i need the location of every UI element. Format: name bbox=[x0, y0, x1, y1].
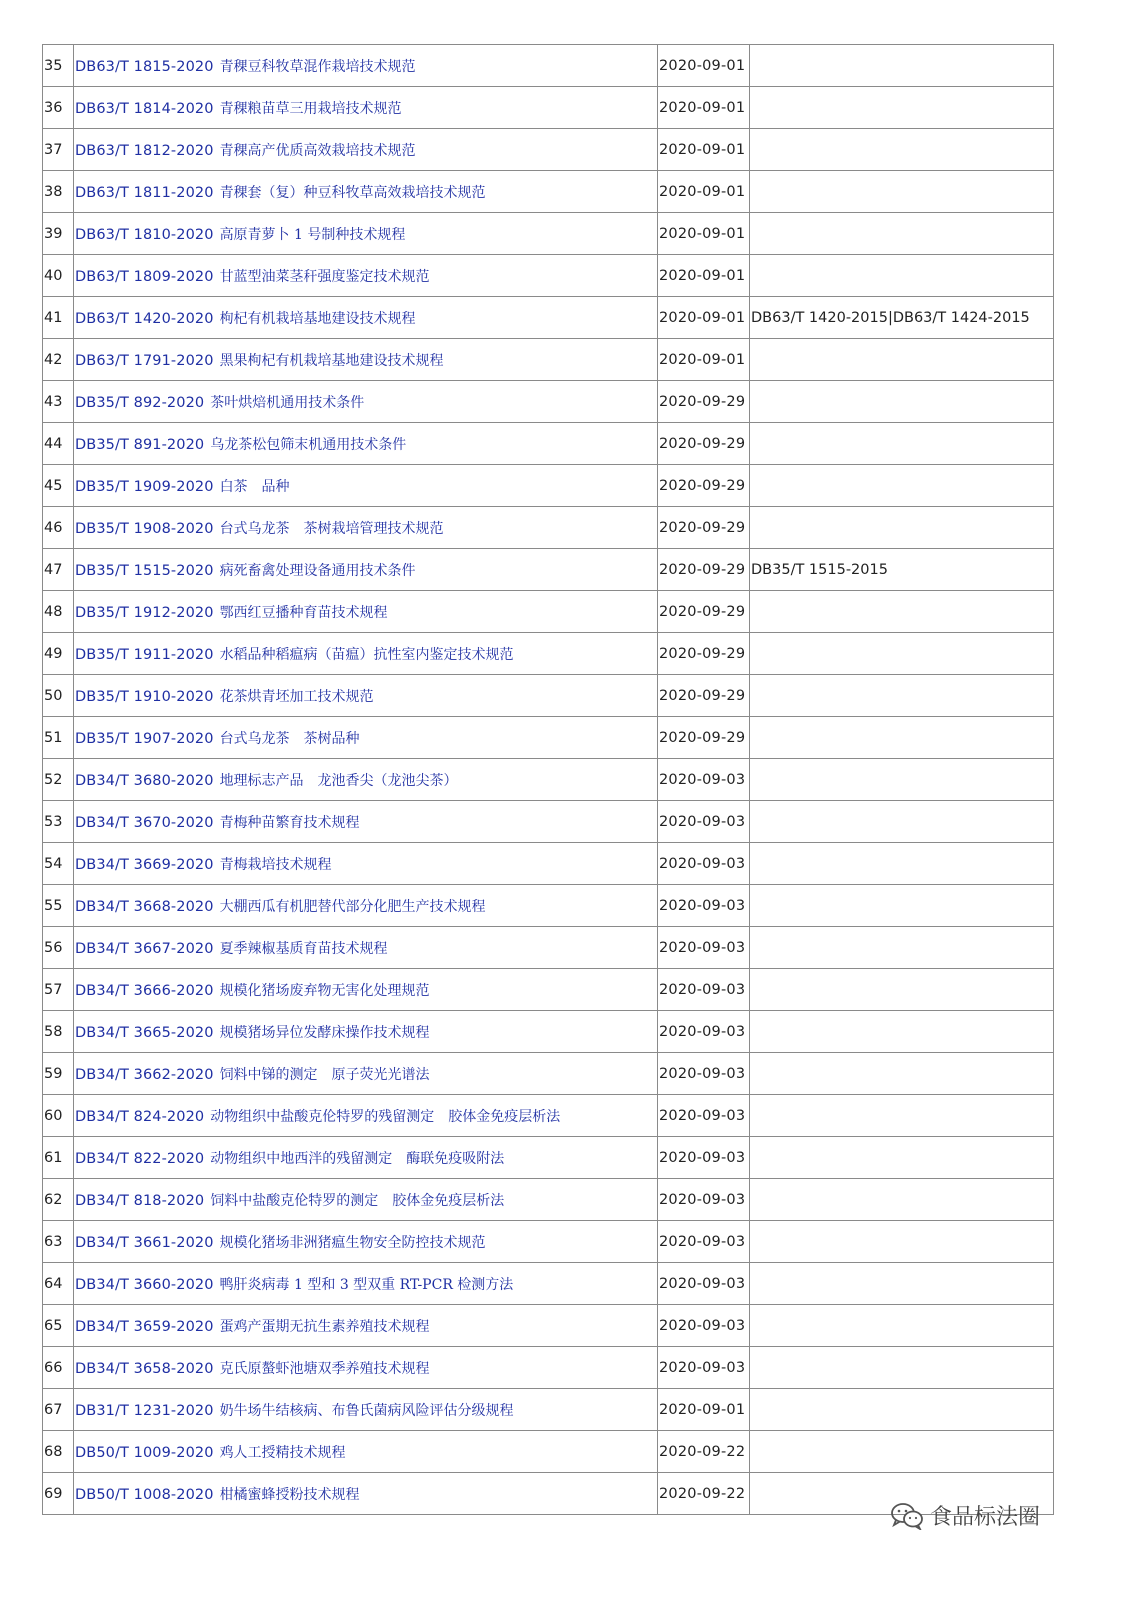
implementation-date: 2020-09-01 bbox=[658, 45, 750, 87]
standard-cell[interactable] bbox=[74, 1179, 658, 1221]
standard-title[interactable]: 地理标志产品 龙池香尖（龙池尖茶） bbox=[219, 772, 458, 789]
standard-title[interactable]: 鸡人工授精技术规程 bbox=[219, 1444, 346, 1461]
replaced-standard: DB63/T 1420-2015|DB63/T 1424-2015 bbox=[750, 297, 1054, 339]
implementation-date: 2020-09-29 bbox=[658, 675, 750, 717]
implementation-date: 2020-09-29 bbox=[658, 591, 750, 633]
standard-cell[interactable] bbox=[74, 927, 658, 969]
standard-title[interactable]: 柑橘蜜蜂授粉技术规程 bbox=[219, 1486, 360, 1503]
row-number: 45 bbox=[43, 465, 74, 507]
table-row bbox=[43, 717, 1054, 759]
standard-cell[interactable] bbox=[74, 591, 658, 633]
standard-cell[interactable] bbox=[74, 423, 658, 465]
row-number: 40 bbox=[43, 255, 74, 297]
standard-cell[interactable] bbox=[74, 381, 658, 423]
replaced-standard bbox=[750, 171, 1054, 213]
standard-cell[interactable] bbox=[74, 1305, 658, 1347]
standard-code[interactable]: DB50/T 1008-2020 bbox=[75, 1486, 214, 1503]
table-row bbox=[43, 1137, 1054, 1179]
standard-title[interactable]: 青稞豆科牧草混作栽培技术规范 bbox=[219, 58, 416, 75]
standard-code[interactable]: DB34/T 3660-2020 bbox=[75, 1276, 214, 1293]
standard-code[interactable]: DB63/T 1791-2020 bbox=[75, 352, 214, 369]
standard-code[interactable]: DB34/T 824-2020 bbox=[75, 1108, 205, 1125]
standard-title[interactable]: 蛋鸡产蛋期无抗生素养殖技术规程 bbox=[219, 1318, 430, 1335]
implementation-date: 2020-09-22 bbox=[658, 1473, 750, 1515]
standard-code[interactable]: DB34/T 3666-2020 bbox=[75, 982, 214, 999]
table-row bbox=[43, 801, 1054, 843]
replaced-standard bbox=[750, 1179, 1054, 1221]
table-row bbox=[43, 1095, 1054, 1137]
replaced-standard: DB35/T 1515-2015 bbox=[750, 549, 1054, 591]
table-row bbox=[43, 1431, 1054, 1473]
implementation-date: 2020-09-01 bbox=[658, 339, 750, 381]
implementation-date: 2020-09-03 bbox=[658, 927, 750, 969]
table-row bbox=[43, 129, 1054, 171]
standard-title[interactable]: 饲料中锑的测定 原子荧光光谱法 bbox=[219, 1066, 430, 1083]
standard-title[interactable]: 大棚西瓜有机肥替代部分化肥生产技术规程 bbox=[219, 898, 486, 915]
implementation-date: 2020-09-29 bbox=[658, 423, 750, 465]
implementation-date: 2020-09-03 bbox=[658, 1305, 750, 1347]
replaced-standard bbox=[750, 1095, 1054, 1137]
standard-title[interactable]: 青稞粮苗草三用栽培技术规范 bbox=[219, 100, 402, 117]
standard-cell[interactable] bbox=[74, 1011, 658, 1053]
standard-code[interactable]: DB35/T 1912-2020 bbox=[75, 604, 214, 621]
replaced-standard bbox=[750, 1347, 1054, 1389]
table-row bbox=[43, 885, 1054, 927]
row-number: 38 bbox=[43, 171, 74, 213]
row-number: 37 bbox=[43, 129, 74, 171]
row-number: 53 bbox=[43, 801, 74, 843]
standard-code[interactable]: DB63/T 1420-2020 bbox=[75, 310, 214, 327]
implementation-date: 2020-09-01 bbox=[658, 129, 750, 171]
replaced-standard bbox=[750, 45, 1054, 87]
standard-code[interactable]: DB35/T 892-2020 bbox=[75, 394, 205, 411]
replaced-standard bbox=[750, 843, 1054, 885]
table-row bbox=[43, 843, 1054, 885]
implementation-date: 2020-09-01 bbox=[658, 87, 750, 129]
row-number: 48 bbox=[43, 591, 74, 633]
standard-title[interactable]: 鸭肝炎病毒 1 型和 3 型双重 RT-PCR 检测方法 bbox=[219, 1276, 514, 1293]
standard-cell[interactable] bbox=[74, 171, 658, 213]
table-row bbox=[43, 381, 1054, 423]
watermark bbox=[890, 1500, 1040, 1531]
standard-cell[interactable] bbox=[74, 969, 658, 1011]
standard-title[interactable]: 规模化猪场废弃物无害化处理规范 bbox=[219, 982, 430, 999]
row-number: 51 bbox=[43, 717, 74, 759]
replaced-standard bbox=[750, 87, 1054, 129]
table-row bbox=[43, 1305, 1054, 1347]
standard-cell[interactable] bbox=[74, 549, 658, 591]
table-row bbox=[43, 297, 1054, 339]
standard-code[interactable]: DB63/T 1811-2020 bbox=[75, 184, 214, 201]
row-number: 63 bbox=[43, 1221, 74, 1263]
table-row bbox=[43, 1221, 1054, 1263]
standard-title[interactable]: 甘蓝型油菜茎秆强度鉴定技术规范 bbox=[219, 268, 430, 285]
row-number: 54 bbox=[43, 843, 74, 885]
table-row bbox=[43, 1347, 1054, 1389]
standard-title[interactable]: 茶叶烘焙机通用技术条件 bbox=[210, 394, 365, 411]
standard-title[interactable]: 规模化猪场非洲猪瘟生物安全防控技术规范 bbox=[219, 1234, 486, 1251]
standard-title[interactable]: 动物组织中地西泮的残留测定 酶联免疫吸附法 bbox=[210, 1150, 505, 1167]
standard-code[interactable]: DB34/T 3659-2020 bbox=[75, 1318, 214, 1335]
row-number: 35 bbox=[43, 45, 74, 87]
standard-cell[interactable] bbox=[74, 507, 658, 549]
watermark-text: 食品标法圈 bbox=[930, 1505, 1041, 1530]
standard-title[interactable]: 青梅栽培技术规程 bbox=[219, 856, 332, 873]
standard-title[interactable]: 高原青萝卜 1 号制种技术规程 bbox=[219, 226, 406, 243]
standard-title[interactable]: 青稞高产优质高效栽培技术规范 bbox=[219, 142, 416, 159]
row-number: 56 bbox=[43, 927, 74, 969]
table-row bbox=[43, 1179, 1054, 1221]
standard-cell[interactable] bbox=[74, 213, 658, 255]
table-row bbox=[43, 45, 1054, 87]
standard-cell[interactable] bbox=[74, 1137, 658, 1179]
standard-title[interactable]: 青稞套（复）种豆科牧草高效栽培技术规范 bbox=[219, 184, 486, 201]
row-number: 58 bbox=[43, 1011, 74, 1053]
standard-title[interactable]: 花茶烘青坯加工技术规范 bbox=[219, 688, 374, 705]
row-number: 49 bbox=[43, 633, 74, 675]
replaced-standard bbox=[750, 1053, 1054, 1095]
standard-code[interactable]: DB35/T 1911-2020 bbox=[75, 646, 214, 663]
standard-cell[interactable] bbox=[74, 675, 658, 717]
replaced-standard bbox=[750, 801, 1054, 843]
standard-title[interactable]: 规模猪场异位发酵床操作技术规程 bbox=[219, 1024, 430, 1041]
replaced-standard bbox=[750, 885, 1054, 927]
standard-cell[interactable] bbox=[74, 1431, 658, 1473]
replaced-standard bbox=[750, 465, 1054, 507]
table-row bbox=[43, 213, 1054, 255]
row-number: 36 bbox=[43, 87, 74, 129]
standard-cell[interactable] bbox=[74, 633, 658, 675]
standard-code[interactable]: DB34/T 3658-2020 bbox=[75, 1360, 214, 1377]
replaced-standard bbox=[750, 255, 1054, 297]
implementation-date: 2020-09-03 bbox=[658, 1053, 750, 1095]
row-number: 52 bbox=[43, 759, 74, 801]
standard-cell[interactable] bbox=[74, 717, 658, 759]
replaced-standard bbox=[750, 507, 1054, 549]
table-row bbox=[43, 255, 1054, 297]
implementation-date: 2020-09-29 bbox=[658, 717, 750, 759]
table-row bbox=[43, 87, 1054, 129]
implementation-date: 2020-09-03 bbox=[658, 1095, 750, 1137]
standard-title[interactable]: 鄂西红豆播种育苗技术规程 bbox=[219, 604, 388, 621]
row-number: 46 bbox=[43, 507, 74, 549]
standard-cell[interactable] bbox=[74, 45, 658, 87]
table-row bbox=[43, 1053, 1054, 1095]
standard-cell[interactable] bbox=[74, 297, 658, 339]
standard-cell[interactable] bbox=[74, 843, 658, 885]
replaced-standard bbox=[750, 339, 1054, 381]
standard-code[interactable]: DB35/T 1515-2020 bbox=[75, 562, 214, 579]
row-number: 62 bbox=[43, 1179, 74, 1221]
standard-code[interactable]: DB34/T 3668-2020 bbox=[75, 898, 214, 915]
implementation-date: 2020-09-03 bbox=[658, 1221, 750, 1263]
standard-code[interactable]: DB31/T 1231-2020 bbox=[75, 1402, 214, 1419]
standard-title[interactable]: 夏季辣椒基质育苗技术规程 bbox=[219, 940, 388, 957]
table-row bbox=[43, 423, 1054, 465]
table-row bbox=[43, 675, 1054, 717]
replaced-standard bbox=[750, 381, 1054, 423]
table-row bbox=[43, 969, 1054, 1011]
standard-code[interactable]: DB34/T 3667-2020 bbox=[75, 940, 214, 957]
table-row bbox=[43, 927, 1054, 969]
standard-cell[interactable] bbox=[74, 1053, 658, 1095]
replaced-standard bbox=[750, 969, 1054, 1011]
standard-cell[interactable] bbox=[74, 1389, 658, 1431]
standard-code[interactable]: DB34/T 3669-2020 bbox=[75, 856, 214, 873]
replaced-standard bbox=[750, 1389, 1054, 1431]
row-number: 68 bbox=[43, 1431, 74, 1473]
standard-code[interactable]: DB35/T 1907-2020 bbox=[75, 730, 214, 747]
standard-title[interactable]: 台式乌龙茶 茶树栽培管理技术规范 bbox=[219, 520, 444, 537]
row-number: 64 bbox=[43, 1263, 74, 1305]
standard-code[interactable]: DB35/T 1909-2020 bbox=[75, 478, 214, 495]
standard-cell[interactable] bbox=[74, 129, 658, 171]
implementation-date: 2020-09-29 bbox=[658, 633, 750, 675]
implementation-date: 2020-09-03 bbox=[658, 1137, 750, 1179]
standard-code[interactable]: DB34/T 3662-2020 bbox=[75, 1066, 214, 1083]
standard-code[interactable]: DB34/T 3670-2020 bbox=[75, 814, 214, 831]
standard-cell[interactable] bbox=[74, 801, 658, 843]
standard-code[interactable]: DB34/T 3665-2020 bbox=[75, 1024, 214, 1041]
standards-table bbox=[42, 44, 1054, 1515]
implementation-date: 2020-09-29 bbox=[658, 465, 750, 507]
replaced-standard bbox=[750, 1137, 1054, 1179]
standard-cell[interactable] bbox=[74, 1473, 658, 1515]
implementation-date: 2020-09-03 bbox=[658, 1263, 750, 1305]
table-row bbox=[43, 1011, 1054, 1053]
standard-title[interactable]: 饲料中盐酸克伦特罗的测定 胶体金免疫层析法 bbox=[210, 1192, 505, 1209]
replaced-standard bbox=[750, 423, 1054, 465]
standard-cell[interactable] bbox=[74, 87, 658, 129]
row-number: 41 bbox=[43, 297, 74, 339]
replaced-standard bbox=[750, 759, 1054, 801]
row-number: 55 bbox=[43, 885, 74, 927]
standard-title[interactable]: 动物组织中盐酸克伦特罗的残留测定 胶体金免疫层析法 bbox=[210, 1108, 561, 1125]
standard-title[interactable]: 病死畜禽处理设备通用技术条件 bbox=[219, 562, 416, 579]
row-number: 59 bbox=[43, 1053, 74, 1095]
standard-code[interactable]: DB63/T 1815-2020 bbox=[75, 58, 214, 75]
row-number: 50 bbox=[43, 675, 74, 717]
standard-code[interactable]: DB35/T 1910-2020 bbox=[75, 688, 214, 705]
implementation-date: 2020-09-03 bbox=[658, 1179, 750, 1221]
table-row bbox=[43, 465, 1054, 507]
implementation-date: 2020-09-03 bbox=[658, 1347, 750, 1389]
replaced-standard bbox=[750, 927, 1054, 969]
standard-code[interactable]: DB34/T 818-2020 bbox=[75, 1192, 205, 1209]
standard-title[interactable]: 青梅种苗繁育技术规程 bbox=[219, 814, 360, 831]
standard-title[interactable]: 枸杞有机栽培基地建设技术规程 bbox=[219, 310, 416, 327]
table-row bbox=[43, 759, 1054, 801]
standard-title[interactable]: 台式乌龙茶 茶树品种 bbox=[219, 730, 360, 747]
row-number: 69 bbox=[43, 1473, 74, 1515]
table-row bbox=[43, 339, 1054, 381]
replaced-standard bbox=[750, 1011, 1054, 1053]
table-row bbox=[43, 171, 1054, 213]
row-number: 65 bbox=[43, 1305, 74, 1347]
row-number: 44 bbox=[43, 423, 74, 465]
standard-cell[interactable] bbox=[74, 1263, 658, 1305]
table-row bbox=[43, 1389, 1054, 1431]
replaced-standard bbox=[750, 675, 1054, 717]
replaced-standard bbox=[750, 633, 1054, 675]
standard-code[interactable]: DB34/T 3661-2020 bbox=[75, 1234, 214, 1251]
standard-title[interactable]: 黑果枸杞有机栽培基地建设技术规程 bbox=[219, 352, 444, 369]
implementation-date: 2020-09-29 bbox=[658, 549, 750, 591]
table-row bbox=[43, 549, 1054, 591]
standard-title[interactable]: 克氏原螯虾池塘双季养殖技术规程 bbox=[219, 1360, 430, 1377]
standard-code[interactable]: DB35/T 891-2020 bbox=[75, 436, 205, 453]
standard-cell[interactable] bbox=[74, 759, 658, 801]
standard-code[interactable]: DB63/T 1812-2020 bbox=[75, 142, 214, 159]
standard-title[interactable]: 白茶 品种 bbox=[219, 478, 290, 495]
row-number: 57 bbox=[43, 969, 74, 1011]
standard-code[interactable]: DB63/T 1809-2020 bbox=[75, 268, 214, 285]
implementation-date: 2020-09-03 bbox=[658, 885, 750, 927]
implementation-date: 2020-09-03 bbox=[658, 969, 750, 1011]
table-row bbox=[43, 633, 1054, 675]
row-number: 43 bbox=[43, 381, 74, 423]
row-number: 42 bbox=[43, 339, 74, 381]
standard-code[interactable]: DB50/T 1009-2020 bbox=[75, 1444, 214, 1461]
implementation-date: 2020-09-03 bbox=[658, 759, 750, 801]
implementation-date: 2020-09-01 bbox=[658, 255, 750, 297]
table-row bbox=[43, 591, 1054, 633]
replaced-standard bbox=[750, 129, 1054, 171]
implementation-date: 2020-09-01 bbox=[658, 297, 750, 339]
table-row bbox=[43, 1263, 1054, 1305]
row-number: 66 bbox=[43, 1347, 74, 1389]
standard-cell[interactable] bbox=[74, 339, 658, 381]
row-number: 39 bbox=[43, 213, 74, 255]
row-number: 61 bbox=[43, 1137, 74, 1179]
implementation-date: 2020-09-22 bbox=[658, 1431, 750, 1473]
standard-cell[interactable] bbox=[74, 465, 658, 507]
replaced-standard bbox=[750, 1305, 1054, 1347]
standard-title[interactable]: 乌龙茶松包筛末机通用技术条件 bbox=[210, 436, 407, 453]
standard-cell[interactable] bbox=[74, 1095, 658, 1137]
standard-code[interactable]: DB34/T 822-2020 bbox=[75, 1150, 205, 1167]
replaced-standard bbox=[750, 213, 1054, 255]
standard-cell[interactable] bbox=[74, 885, 658, 927]
replaced-standard bbox=[750, 717, 1054, 759]
row-number: 67 bbox=[43, 1389, 74, 1431]
standard-cell[interactable] bbox=[74, 1347, 658, 1389]
row-number: 60 bbox=[43, 1095, 74, 1137]
standard-title[interactable]: 奶牛场牛结核病、布鲁氏菌病风险评估分级规程 bbox=[219, 1402, 514, 1419]
standard-title[interactable]: 水稻品种稻瘟病（苗瘟）抗性室内鉴定技术规范 bbox=[219, 646, 514, 663]
standard-cell[interactable] bbox=[74, 255, 658, 297]
implementation-date: 2020-09-29 bbox=[658, 507, 750, 549]
implementation-date: 2020-09-01 bbox=[658, 171, 750, 213]
replaced-standard bbox=[750, 1221, 1054, 1263]
standard-code[interactable]: DB63/T 1814-2020 bbox=[75, 100, 214, 117]
row-number: 47 bbox=[43, 549, 74, 591]
standard-cell[interactable] bbox=[74, 1221, 658, 1263]
replaced-standard bbox=[750, 1431, 1054, 1473]
standard-code[interactable]: DB63/T 1810-2020 bbox=[75, 226, 214, 243]
implementation-date: 2020-09-03 bbox=[658, 801, 750, 843]
implementation-date: 2020-09-03 bbox=[658, 843, 750, 885]
standard-code[interactable]: DB34/T 3680-2020 bbox=[75, 772, 214, 789]
replaced-standard bbox=[750, 591, 1054, 633]
replaced-standard bbox=[750, 1263, 1054, 1305]
implementation-date: 2020-09-03 bbox=[658, 1011, 750, 1053]
table-row bbox=[43, 507, 1054, 549]
implementation-date: 2020-09-29 bbox=[658, 381, 750, 423]
implementation-date: 2020-09-01 bbox=[658, 213, 750, 255]
wechat-icon bbox=[890, 1502, 924, 1530]
standard-code[interactable]: DB35/T 1908-2020 bbox=[75, 520, 214, 537]
implementation-date: 2020-09-01 bbox=[658, 1389, 750, 1431]
